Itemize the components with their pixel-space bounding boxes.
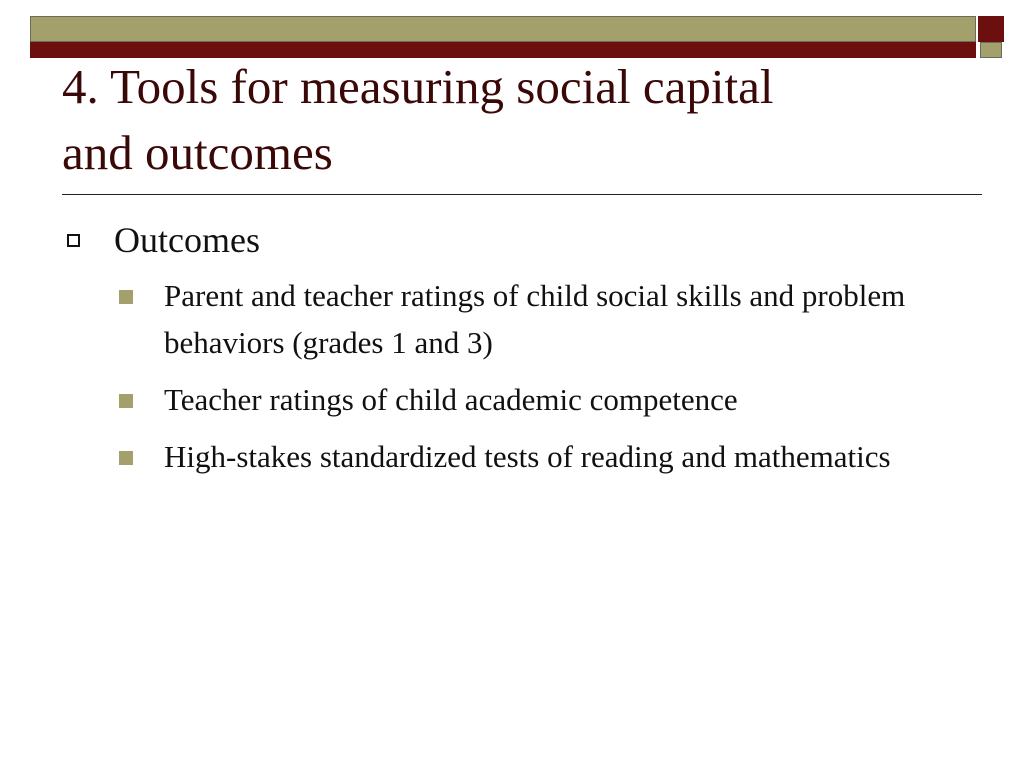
bullet-outcomes-label: Outcomes [114, 220, 260, 260]
slide-title [62, 54, 962, 186]
bullet-outcomes [0, 216, 1024, 264]
sub-bullet-standardized-tests [0, 433, 1024, 480]
title-divider [62, 194, 982, 195]
sub-bullet-text: Teacher ratings of child academic competence [164, 382, 738, 417]
filled-square-bullet-icon [119, 290, 133, 304]
filled-square-bullet-icon [119, 451, 133, 465]
sub-bullet-ratings-social-skills [0, 272, 1024, 366]
outcomes-sub-list [0, 272, 1024, 480]
sub-bullet-text: High-stakes standardized tests of reading and mathematics [164, 439, 891, 474]
sub-bullet-text: Parent and teacher ratings of child social skills and problem behaviors (grades 1 and 3) [164, 278, 906, 360]
header-decor-bar [30, 16, 976, 42]
slide-content [0, 216, 1024, 490]
filled-square-bullet-icon [119, 394, 133, 408]
hollow-square-bullet-icon [67, 234, 80, 247]
corner-decor-square-bottom [980, 42, 1002, 58]
slide-title-line-1: 4. Tools for measuring social capital [62, 59, 774, 114]
corner-decor-square-top [978, 16, 1004, 42]
sub-bullet-academic-competence [0, 376, 1024, 423]
slide-title-line-2: and outcomes [62, 125, 333, 180]
